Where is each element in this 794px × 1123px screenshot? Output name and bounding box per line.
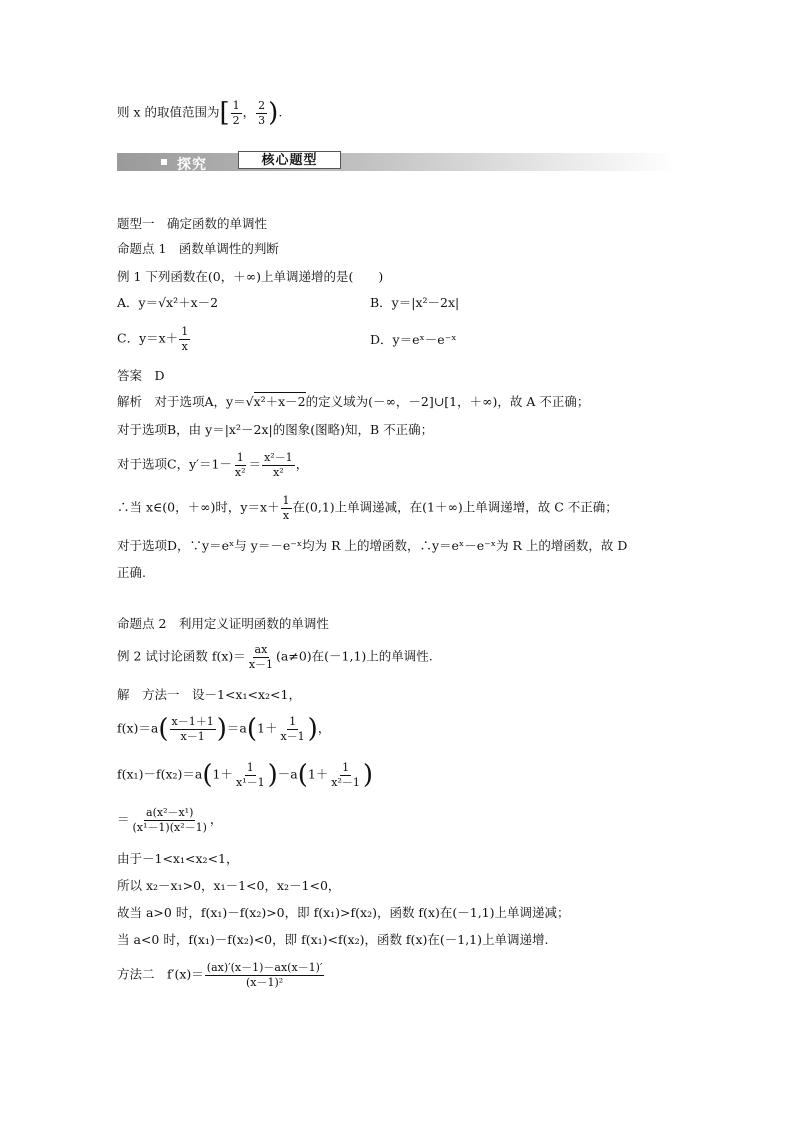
solution-line-5: 所以 x₂－x₁>0，x₁－1<0，x₂－1<0， [117,878,341,893]
fraction-two-thirds: $\frac{2}{3}$ [258,99,266,127]
radicand: x²＋x－2 [253,394,306,409]
intro-text: 则 x 的取值范围为 [117,104,220,120]
analysis-line-1: 解析 对于选项A，y＝√x²＋x－2的定义域为(－∞，－2]∪[1，＋∞)，故 A 不正确； [117,394,590,409]
option-b: B．y＝|x²－2x| [370,295,460,310]
analysis-line-5: 对于选项D，∵y＝eˣ与 y＝－e⁻ˣ均为 R 上的增函数，∴y＝eˣ－e⁻ˣ为 R 上的增函数，故 D [117,538,628,553]
example2-stem: 例 2 试讨论函数 f(x)＝ $\frac{ax}{x-1}$ (a≠0)在(－1,1)上的单调性. [117,643,433,671]
point2-heading: 命题点 2 利用定义证明函数的单调性 [117,616,329,631]
type-heading: 题型一 确定函数的单调性 [117,216,268,231]
analysis-line-6: 正确. [117,565,146,580]
square-bullet-icon [161,159,167,165]
solution-method2: 方法二 f′(x)＝ $\frac{(ax)'(x-1)-ax(x-1)'}{\text{(x－1)²}}$ [117,961,323,989]
analysis-line-3: 对于选项C，y′＝1－ $\frac{1}{\text{x²}}$ ＝ $\frac{\text{x²－1}}{\text{x²}}$ ， [117,451,309,479]
option-a: A．y＝√x²＋x－2 [117,295,219,310]
banner-label: 探究 [177,157,207,173]
solution-eq1: f(x)＝a( $\frac{x-1+1}{x-1}$ )＝a(1＋ $\frac{1}{x-1}$ )， [117,714,331,745]
fraction-one-half: $\frac{1}{2}$ [232,99,240,127]
solution-line-4: 由于－1<x₁<x₂<1， [117,851,239,866]
example1-stem: 例 1 下列函数在(0，＋∞)上单调递增的是( ) [117,269,384,284]
solution-eq3: ＝ $\frac{\text{a(x²－x¹)}}{\text{(x¹－1)(x²－1)}}$ ， [117,806,223,834]
solution-line-6: 故当 a>0 时，f(x₁)－f(x₂)>0，即 f(x₁)>f(x₂)，函数 f(x)在(－1,1)上单调递减； [117,905,570,920]
solution-eq2: f(x₁)－f(x₂)＝a(1＋ $\frac{1}{\text{x¹－1}}$ )－a(1＋ $\frac{1}{\text{x²－1}}$ ) [117,760,374,791]
answer-line: 答案 D [117,368,165,383]
analysis-line-2: 对于选项B，由 y＝|x²－2x|的图象(图略)知，B 不正确； [117,422,434,437]
option-c: C．y＝x＋ $\frac{1}{x}$ [117,325,189,353]
solution-line-7: 当 a<0 时，f(x₁)－f(x₂)<0，即 f(x₁)<f(x₂)，函数 f(x)在(－1,1)上单调递增. [117,932,549,947]
point1-heading: 命题点 1 函数单调性的判断 [117,241,279,256]
section-banner [117,149,677,173]
analysis-line-4: ∴当 x∈(0，＋∞)时，y＝x＋ $\frac{1}{x}$ 在(0,1)上单调递减，在(1＋∞)上单调递增，故 C 不正确； [117,494,618,522]
banner-box-title: 核心题型 [238,151,341,169]
intro-line: 则 x 的取值范围为[ $\frac{1}{2}$ ， $\frac{2}{3}$ ). [117,98,283,129]
solution-method1: 解 方法一 设－1<x₁<x₂<1， [117,687,301,702]
option-d: D．y＝eˣ－e⁻ˣ [370,332,457,347]
